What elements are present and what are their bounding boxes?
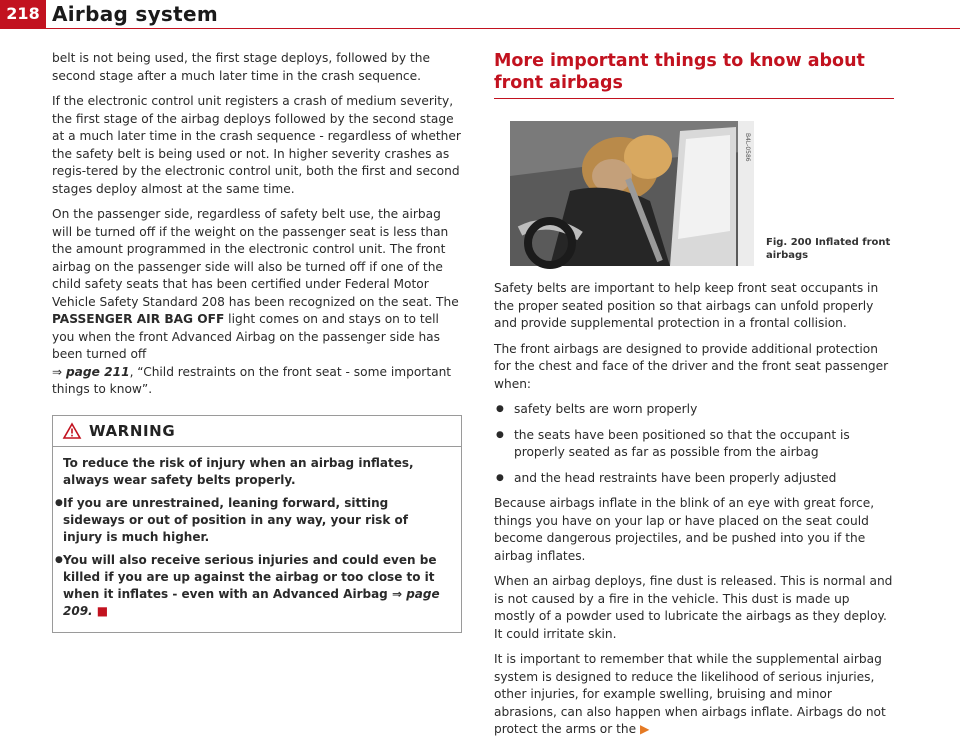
warning-box [52, 415, 462, 633]
list-item: ● the seats have been positioned so that the occupant is properly seated as far as possible from the airbag [494, 427, 894, 462]
header-rule [0, 28, 960, 29]
left-column [52, 50, 462, 633]
passenger-airbag-off-label: PASSENGER AIR BAG OFF [52, 312, 225, 326]
list-item: ● and the head restraints have been properly adjusted [494, 470, 894, 488]
right-column [494, 50, 894, 747]
warning-bullet [53, 552, 461, 620]
page-number: 218 [0, 0, 46, 28]
text-run: light comes on and stays on to tell you when the front Advanced Airbag on the passenger side has been turned off [52, 312, 440, 361]
page-link[interactable]: page 211 [65, 364, 130, 379]
figure-label: Fig. 200 [766, 237, 812, 248]
warning-intro: To reduce the risk of injury when an airbag inflates, always wear safety belts properly. [63, 455, 414, 487]
section-title: Airbag system [52, 2, 218, 26]
list-item: ● safety belts are worn properly [494, 401, 894, 419]
paragraph-passenger-airbag [52, 206, 462, 399]
warning-title: WARNING [89, 421, 176, 440]
paragraph: belt is not being used, the first stage deploys, followed by the second stage after a much later time in the crash sequence. [52, 51, 430, 83]
warning-bullet: ● If you are unrestrained, leaning forward, sitting sideways or out of position in any way, your risk of injury is much higher. [53, 495, 461, 546]
text-run: You will also receive serious injuries and could even be killed if you are up against the airbag or too close to it when it inflates - even with an Advanced Airbag [63, 552, 437, 601]
paragraph: When an airbag deploys, fine dust is released. This is normal and is not caused by a fire in the vehicle. This dust is made up mostly of a powder used to lubricate the airbags as they deploy. It could irritate skin. [494, 574, 893, 641]
paragraph: Because airbags inflate in the blink of an eye with great force, things you have on your lap or have placed on the seat could become dangerous projectiles, and be pushed into you if the airbag inflates. [494, 496, 875, 563]
figure-row [494, 121, 894, 266]
subsection-heading: More important things to know about front airbags [494, 50, 894, 99]
text-run: , “Child restraints on the front seat - some important things to know”. [52, 364, 452, 396]
arrow-icon: ⇒ [52, 364, 63, 379]
warning-header [53, 416, 461, 447]
airbag-figure [510, 121, 754, 266]
continue-arrow-icon: ▶ [640, 722, 650, 736]
figure-code: B4L-0586 [744, 133, 751, 162]
paragraph [494, 651, 894, 739]
figure-caption-text: Inflated front airbags [766, 237, 891, 261]
figure-caption [766, 236, 894, 262]
inflated-airbags-illustration [510, 121, 754, 266]
paragraph: The front airbags are designed to provide additional protection for the chest and face of the driver and the front seat passenger when: [494, 341, 889, 391]
warning-triangle-icon [63, 423, 81, 439]
paragraph: If the electronic control unit registers a crash of medium severity, the first stage of the airbag deploys followed by the second stage at a much later time in the crash sequence - regardless of whether the safety belt is being used or not. In higher severity crashes as regis-tered by the electronic control unit, both the first and second stages deploy almost at the same time. [52, 94, 461, 196]
page-link[interactable]: page 209. [63, 586, 440, 618]
arrow-icon: ⇒ [391, 586, 403, 601]
text-run: It is important to remember that while the supplemental airbag system is designed to reduce the likelihood of serious injuries, other injuries, for example swelling, bruising and minor abrasions, can also happen when airbags inflate. Airbags do not protect the arms or the [494, 652, 886, 736]
text-run: On the passenger side, regardless of safety belt use, the airbag will be turned off if the weight on the passenger seat is less than the amount programmed in the electronic control unit. The front airbag on the passenger side will also be turned off if one of the child safety seats that has been certified under Federal Motor Vehicle Safety Standard 208 has been recognized on the seat. The [52, 207, 459, 309]
paragraph: Safety belts are important to help keep front seat occupants in the proper seated position so that airbags can unfold properly and provide supplemental protection in a frontal collision. [494, 281, 879, 330]
end-mark-icon: ■ [96, 603, 109, 618]
